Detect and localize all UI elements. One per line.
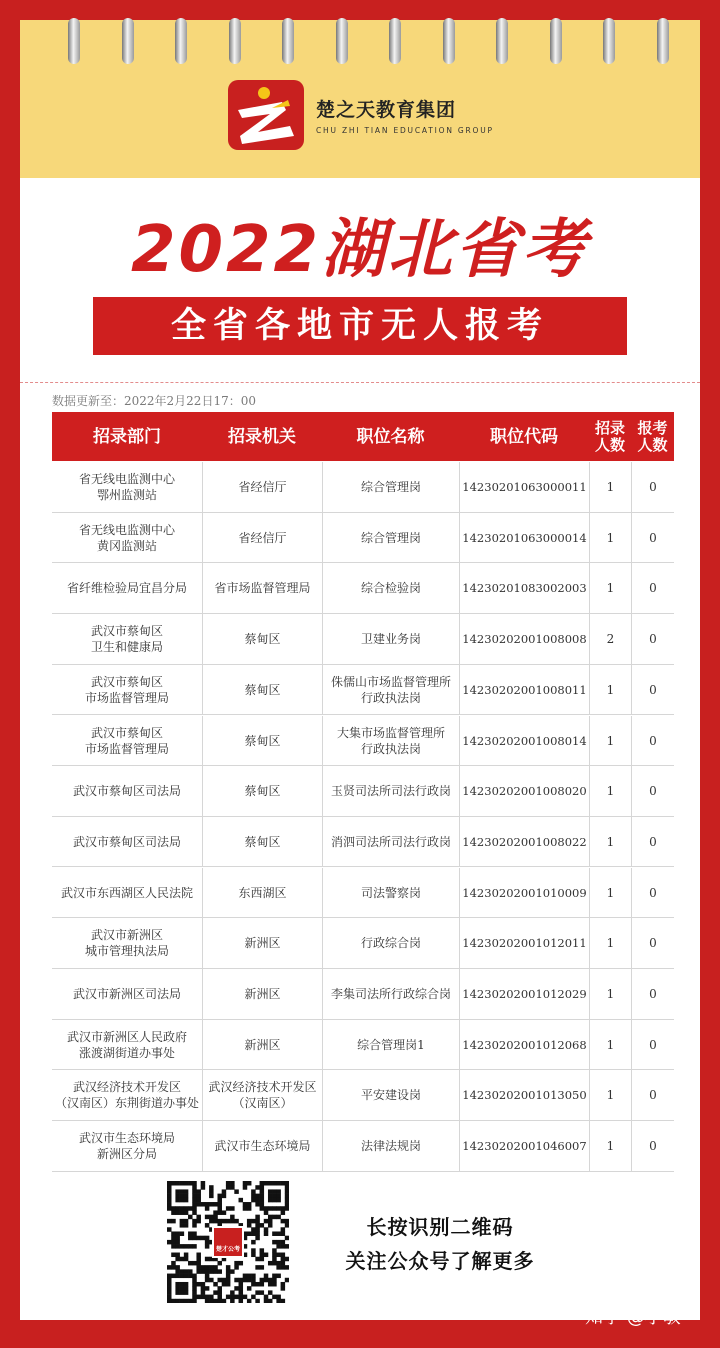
cell-agency: 省经信厅 (202, 513, 322, 563)
brand-name-cn: 楚之天教育集团 (316, 99, 457, 121)
cell-position: 行政综合岗 (322, 918, 459, 968)
cell-position: 玉贤司法所司法行政岗 (322, 766, 459, 816)
watermark: 知乎 @小敏 (585, 1307, 681, 1328)
cell-agency: 新洲区 (202, 1020, 322, 1070)
brand-name-en: CHU ZHI TIAN EDUCATION GROUP (316, 126, 494, 135)
cell-code: 14230202001046007 (459, 1121, 589, 1171)
table-row (52, 969, 674, 1020)
table-header (52, 412, 674, 461)
cell-agency: 蔡甸区 (202, 817, 322, 867)
qr-caption-line2: 关注公众号了解更多 (345, 1249, 535, 1273)
binder-ring (336, 18, 348, 64)
cell-applicant-count: 0 (631, 1070, 674, 1120)
table-row (52, 614, 674, 665)
cell-recruit-count: 1 (589, 563, 631, 613)
cell-code: 14230202001012029 (459, 969, 589, 1019)
binder-ring (68, 18, 80, 64)
header-applicant-count: 报考 人数 (637, 418, 668, 454)
cell-agency: 蔡甸区 (202, 665, 322, 715)
cell-department: 武汉市蔡甸区司法局 (72, 834, 181, 849)
cell-position: 司法警察岗 (322, 868, 459, 918)
cell-recruit-count: 1 (589, 868, 631, 918)
cell-applicant-count: 0 (631, 868, 674, 918)
cell-recruit-count: 1 (589, 918, 631, 968)
cell-recruit-count: 1 (589, 766, 631, 816)
cell-code: 14230202001008022 (459, 817, 589, 867)
binder-ring (603, 18, 615, 64)
qr-code[interactable] (167, 1181, 289, 1303)
cell-agency: 蔡甸区 (202, 766, 322, 816)
cell-agency: 蔡甸区 (202, 716, 322, 766)
cell-recruit-count: 1 (589, 665, 631, 715)
cell-code: 14230202001008008 (459, 614, 589, 664)
cell-agency: 新洲区 (202, 918, 322, 968)
cell-recruit-count: 1 (589, 817, 631, 867)
cell-department: 武汉市新洲区 城市管理执法局 (84, 928, 169, 959)
qr-caption (310, 1210, 570, 1278)
table-row (52, 563, 674, 614)
cell-position: 大集市场监督管理所 行政执法岗 (322, 716, 459, 766)
cell-recruit-count: 1 (589, 1121, 631, 1171)
cell-recruit-count: 1 (589, 1020, 631, 1070)
cell-position: 侏儒山市场监督管理所 行政执法岗 (322, 665, 459, 715)
cell-code: 14230202001008020 (459, 766, 589, 816)
cell-applicant-count: 0 (631, 665, 674, 715)
binder-ring (229, 18, 241, 64)
table-row (52, 716, 674, 767)
cell-agency: 武汉市生态环境局 (202, 1121, 322, 1171)
cell-agency: 东西湖区 (202, 868, 322, 918)
cell-department: 武汉市东西湖区人民法院 (60, 885, 193, 900)
page-subtitle: 全省各地市无人报考 (93, 297, 627, 355)
cell-recruit-count: 1 (589, 1070, 631, 1120)
cell-code: 14230202001012011 (459, 918, 589, 968)
dashed-divider (20, 382, 700, 383)
logo-icon (228, 80, 304, 150)
cell-position: 综合管理岗 (322, 513, 459, 563)
cell-recruit-count: 1 (589, 462, 631, 512)
cell-position: 法律法规岗 (322, 1121, 459, 1171)
header-code: 职位代码 (490, 426, 558, 447)
cell-agency: 蔡甸区 (202, 614, 322, 664)
cell-department: 武汉市蔡甸区司法局 (72, 784, 181, 799)
table-row (52, 462, 674, 513)
cell-applicant-count: 0 (631, 462, 674, 512)
brand-logo (228, 80, 494, 150)
qr-caption-line1: 长按识别二维码 (366, 1215, 514, 1239)
cell-agency: 武汉经济技术开发区 （汉南区） (202, 1070, 322, 1120)
table-row (52, 868, 674, 919)
cell-applicant-count: 0 (631, 766, 674, 816)
binder-ring (496, 18, 508, 64)
cell-code: 14230202001012068 (459, 1020, 589, 1070)
cell-department: 武汉市新洲区人民政府 涨渡湖街道办事处 (66, 1029, 187, 1060)
binder-ring (550, 18, 562, 64)
cell-code: 14230201063000011 (459, 462, 589, 512)
cell-department: 武汉市生态环境局 新洲区分局 (78, 1131, 175, 1162)
header-recruit-count: 招录 人数 (594, 418, 625, 454)
cell-recruit-count: 1 (589, 716, 631, 766)
cell-department: 武汉市蔡甸区 市场监督管理局 (84, 674, 169, 705)
cell-applicant-count: 0 (631, 563, 674, 613)
cell-recruit-count: 1 (589, 969, 631, 1019)
table-row (52, 665, 674, 716)
cell-position: 消泗司法所司法行政岗 (322, 817, 459, 867)
binder-ring (657, 18, 669, 64)
cell-department: 武汉市蔡甸区 卫生和健康局 (90, 624, 163, 655)
table-row (52, 918, 674, 969)
binder-ring (282, 18, 294, 64)
table-row (52, 1020, 674, 1071)
cell-position: 综合检验岗 (322, 563, 459, 613)
table-row (52, 1070, 674, 1121)
binder-ring (175, 18, 187, 64)
cell-recruit-count: 1 (589, 513, 631, 563)
cell-position: 李集司法所行政综合岗 (322, 969, 459, 1019)
qr-badge: 楚才公考 (212, 1226, 244, 1258)
cell-position: 综合管理岗1 (322, 1020, 459, 1070)
binder-ring (389, 18, 401, 64)
cell-position: 平安建设岗 (322, 1070, 459, 1120)
header-position: 职位名称 (356, 426, 425, 447)
cell-position: 卫建业务岗 (322, 614, 459, 664)
cell-code: 14230202001008014 (459, 716, 589, 766)
cell-applicant-count: 0 (631, 817, 674, 867)
cell-code: 14230202001010009 (459, 868, 589, 918)
cell-agency: 省经信厅 (202, 462, 322, 512)
binder-ring (122, 18, 134, 64)
cell-code: 14230202001008011 (459, 665, 589, 715)
cell-agency: 省市场监督管理局 (202, 563, 322, 613)
cell-department: 武汉市新洲区司法局 (72, 987, 181, 1001)
cell-applicant-count: 0 (631, 918, 674, 968)
table-row (52, 817, 674, 868)
cell-applicant-count: 0 (631, 1121, 674, 1171)
table-row (52, 766, 674, 817)
cell-department: 省无线电监测中心 黄冈监测站 (78, 522, 175, 553)
cell-applicant-count: 0 (631, 716, 674, 766)
cell-agency: 新洲区 (202, 969, 322, 1019)
cell-code: 14230201063000014 (459, 513, 589, 563)
cell-department: 省纤维检验局宜昌分局 (66, 581, 187, 596)
cell-applicant-count: 0 (631, 614, 674, 664)
header-agency: 招录机关 (228, 426, 296, 447)
cell-code: 14230201083002003 (459, 563, 589, 613)
cell-department: 武汉经济技术开发区 （汉南区）东荆街道办事处 (54, 1080, 199, 1111)
page-title: 2022湖北省考 (130, 213, 590, 287)
header-department: 招录部门 (93, 426, 161, 447)
table-row (52, 1121, 674, 1172)
cell-recruit-count: 2 (589, 614, 631, 664)
cell-applicant-count: 0 (631, 1020, 674, 1070)
table-row (52, 513, 674, 564)
cell-department: 省无线电监测中心 鄂州监测站 (78, 472, 175, 502)
cell-code: 14230202001013050 (459, 1070, 589, 1120)
cell-applicant-count: 0 (631, 513, 674, 563)
update-timestamp: 数据更新至：2022年2月22日17：00 (52, 394, 256, 408)
cell-position: 综合管理岗 (322, 462, 459, 512)
binder-ring (443, 18, 455, 64)
cell-department: 武汉市蔡甸区 市场监督管理局 (84, 725, 169, 756)
cell-applicant-count: 0 (631, 969, 674, 1019)
